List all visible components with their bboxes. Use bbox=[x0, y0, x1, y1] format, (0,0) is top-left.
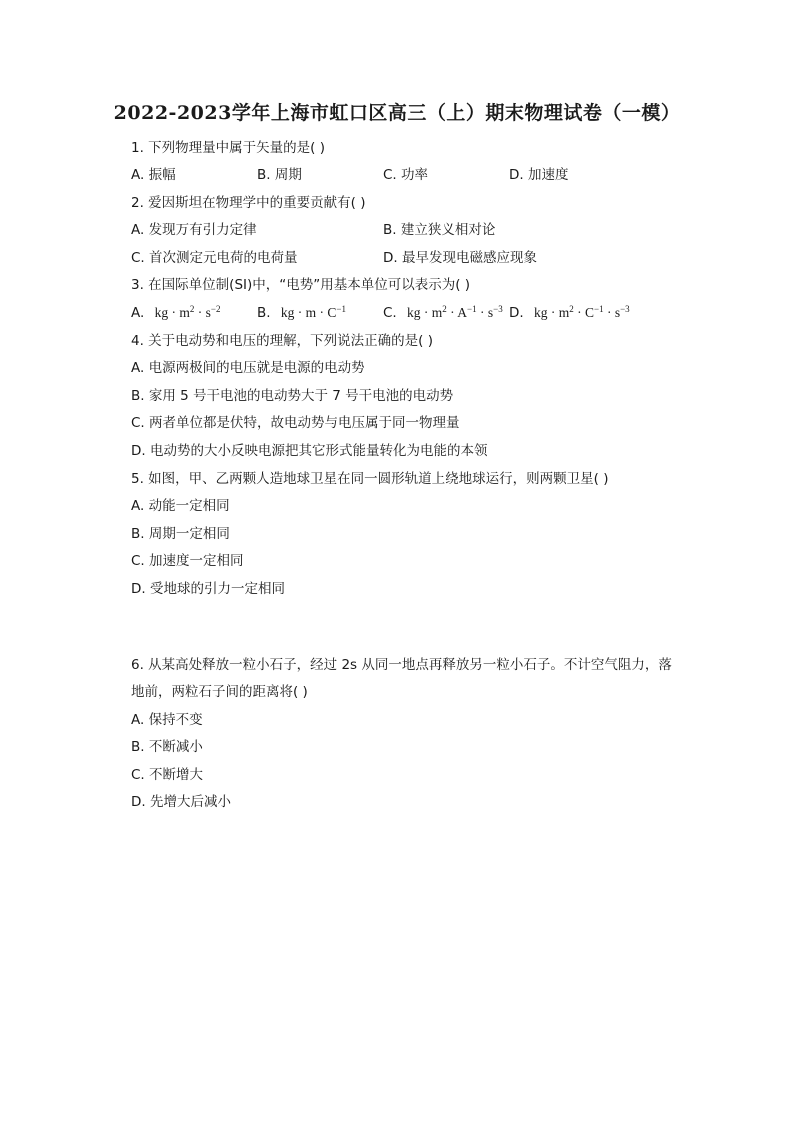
question-2-stem: 2. 爱因斯坦在物理学中的重要贡献有( ) bbox=[131, 195, 366, 211]
exponent: −1 bbox=[594, 304, 604, 314]
question-4-option-b: B. 家用 5 号干电池的电动势大于 7 号干电池的电动势 bbox=[131, 388, 454, 404]
dot-operator: · bbox=[171, 305, 176, 320]
question-6-option-b: B. 不断减小 bbox=[131, 739, 203, 755]
question-4-option-a: A. 电源两极间的电压就是电源的电动势 bbox=[131, 360, 365, 376]
question-6-option-a: A. 保持不变 bbox=[131, 712, 203, 728]
unit-c: C bbox=[585, 305, 595, 320]
exponent: −2 bbox=[210, 304, 221, 314]
option-letter: C. bbox=[383, 305, 397, 321]
dot-operator: · bbox=[480, 305, 485, 320]
question-6-stem-line-2: 地前，两粒石子间的距离将( ) bbox=[131, 684, 308, 700]
question-1-option-d: D. 加速度 bbox=[509, 167, 569, 183]
question-3-option-a bbox=[131, 304, 220, 322]
unit-kg: kg bbox=[407, 305, 421, 320]
unit-a: A bbox=[457, 305, 468, 320]
unit-s: s bbox=[487, 305, 494, 320]
option-letter: B. bbox=[257, 305, 271, 321]
exponent: 2 bbox=[189, 304, 195, 314]
question-4-option-d: D. 电动势的大小反映电源把其它形式能量转化为电能的本领 bbox=[131, 443, 488, 459]
unit-m: m bbox=[431, 305, 443, 320]
question-5-option-a: A. 动能一定相同 bbox=[131, 498, 230, 514]
question-2-option-d: D. 最早发现电磁感应现象 bbox=[383, 250, 537, 266]
unit-m: m bbox=[305, 305, 317, 320]
question-1-option-c: C. 功率 bbox=[383, 167, 429, 183]
unit-s: s bbox=[614, 305, 621, 320]
page-title: 2022-2023学年上海市虹口区高三（上）期末物理试卷（一模） bbox=[113, 102, 681, 124]
unit-m: m bbox=[179, 305, 190, 320]
dot-operator: · bbox=[450, 305, 455, 320]
exponent: −1 bbox=[336, 304, 346, 314]
dot-operator: · bbox=[423, 305, 429, 320]
exponent: 2 bbox=[569, 304, 574, 314]
question-1-stem: 1. 下列物理量中属于矢量的是( ) bbox=[131, 140, 325, 156]
question-3-option-d bbox=[509, 304, 630, 322]
question-4-option-c: C. 两者单位都是伏特，故电动势与电压属于同一物理量 bbox=[131, 415, 460, 431]
question-5-stem: 5. 如图，甲、乙两颗人造地球卫星在同一圆形轨道上绕地球运行，则两颗卫星( ) bbox=[131, 471, 609, 487]
question-5-option-b: B. 周期一定相同 bbox=[131, 526, 230, 542]
question-1-option-a: A. 振幅 bbox=[131, 167, 176, 183]
dot-operator: · bbox=[197, 305, 203, 320]
option-letter: A. bbox=[131, 305, 145, 321]
question-5-option-c: C. 加速度一定相同 bbox=[131, 553, 244, 569]
dot-operator: · bbox=[577, 305, 582, 320]
question-5-option-d: D. 受地球的引力一定相同 bbox=[131, 581, 285, 597]
dot-operator: · bbox=[606, 305, 612, 320]
unit-kg: kg bbox=[280, 305, 295, 320]
question-6-option-d: D. 先增大后减小 bbox=[131, 794, 231, 810]
question-6-stem-line-1: 6. 从某高处释放一粒小石子，经过 2s 从同一地点再释放另一粒小石子。不计空气阻力，落 bbox=[131, 657, 672, 673]
exponent: 2 bbox=[442, 304, 447, 314]
dot-operator: · bbox=[550, 305, 556, 320]
question-4-stem: 4. 关于电动势和电压的理解，下列说法正确的是( ) bbox=[131, 333, 433, 349]
unit-kg: kg bbox=[154, 305, 169, 320]
question-3-stem: 3. 在国际单位制(SI)中，“电势”用基本单位可以表示为( ) bbox=[131, 277, 471, 293]
question-2-option-a: A. 发现万有引力定律 bbox=[131, 222, 257, 238]
unit-s: s bbox=[205, 305, 211, 320]
dot-operator: · bbox=[319, 305, 324, 320]
question-3-option-b bbox=[257, 304, 346, 322]
exponent: −3 bbox=[620, 304, 630, 314]
unit-kg: kg bbox=[533, 305, 548, 320]
question-1-option-b: B. 周期 bbox=[257, 167, 302, 183]
question-2-option-b: B. 建立狭义相对论 bbox=[383, 222, 496, 238]
question-3-option-c bbox=[383, 304, 503, 322]
dot-operator: · bbox=[297, 305, 303, 320]
question-6-option-c: C. 不断增大 bbox=[131, 767, 204, 783]
exponent: −3 bbox=[493, 304, 503, 314]
option-letter: D. bbox=[509, 305, 524, 321]
question-2-option-c: C. 首次测定元电荷的电荷量 bbox=[131, 250, 298, 266]
unit-m: m bbox=[558, 305, 570, 320]
unit-c: C bbox=[327, 305, 337, 320]
exponent: −1 bbox=[467, 304, 477, 314]
